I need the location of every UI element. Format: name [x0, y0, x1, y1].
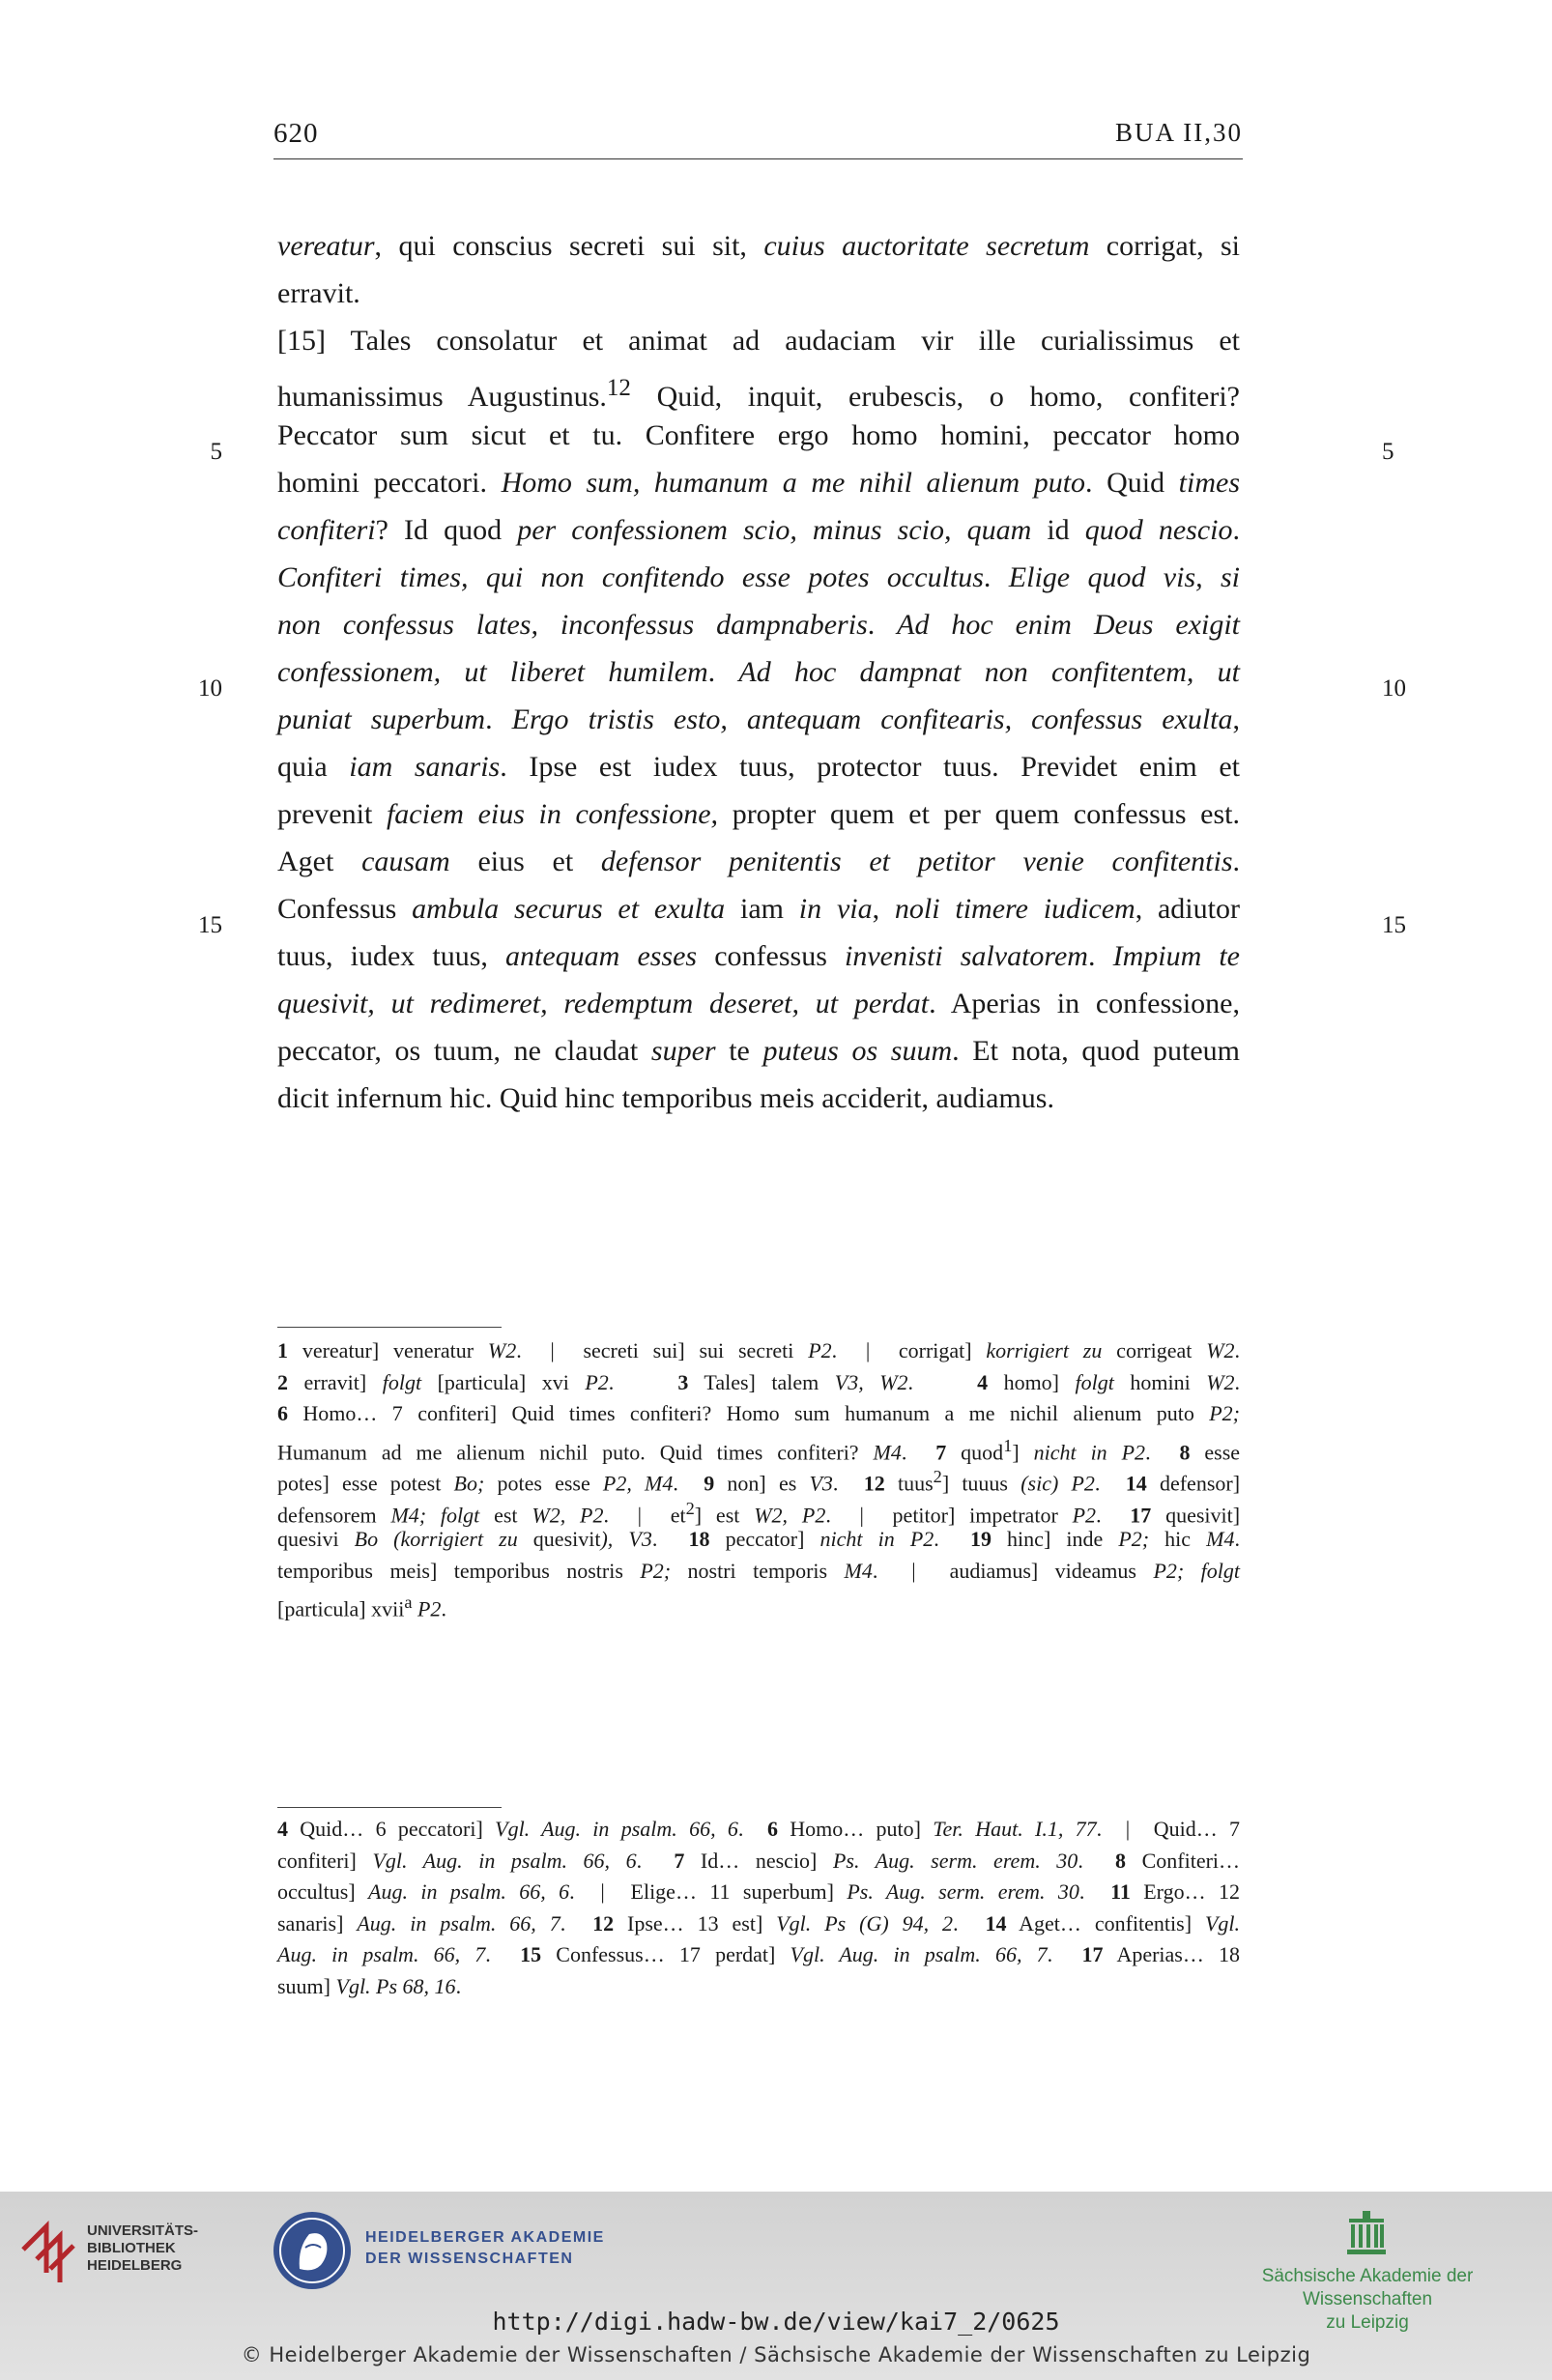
main-text-line: tuus, iudex tuus, antequam esses confessus invenisti salvatorem. Impium te — [277, 940, 1240, 972]
main-text-line: peccator, os tuum, ne claudat super te puteus os suum. Et nota, quod puteum — [277, 1035, 1241, 1067]
footer-url-link[interactable]: http://digi.hadw-bw.de/view/kai7_2/0625 — [492, 2308, 1060, 2336]
main-text-line: puniat superbum. Ergo tristis esto, antequam confitearis, confessus exulta, — [277, 703, 1240, 735]
main-text-line: confiteri? Id quod per confessionem scio, minus scio, quam id quod nescio. — [277, 514, 1240, 546]
apparatus-fontium-line: 4 Quid… 6 peccatori] Vgl. Aug. in psalm. 66, 6. 6 Homo… puto] Ter. Haut. I.1, 77. | Quid… 7 — [277, 1817, 1241, 1841]
hadw-label: HEIDELBERGER AKADEMIE DER WISSENSCHAFTEN — [365, 2229, 605, 2267]
apparatus-criticus — [277, 1335, 1240, 1619]
main-text-line: Aget causam eius et defensor penitentis et petitor venie confitentis. — [277, 846, 1240, 877]
running-head: BUA II,30 — [1115, 118, 1243, 147]
apparatus-criticus-line: Humanum ad me alienum nichil puto. Quid times confiteri? M4. 7 quod$^1$] nicht in P2. 8 esse — [277, 1435, 1241, 1464]
header-rule — [273, 158, 1243, 159]
main-text — [277, 222, 1240, 1122]
line-number-5-left: 5 — [210, 439, 222, 465]
apparatus-fontium-line: sanaris] Aug. in psalm. 66, 7. 12 Ipse… 13 est] Vgl. Ps (G) 94, 2. 14 Aget… confitentis] Vgl. — [277, 1910, 1241, 1936]
line-number-5-right: 5 — [1382, 439, 1394, 465]
line-number-10-left: 10 — [198, 675, 222, 702]
apparatus-criticus-line: [particula] xvii$^a$ P2. — [277, 1592, 446, 1621]
apparatus-criticus-line: potes] esse potest Bo; potes esse P2, M4. 9 non] es V3. 12 tuus$^2$] tuuus (sic) P2. 14 defensor] — [277, 1467, 1241, 1496]
main-text-line: prevenit faciem eius in confessione, propter quem et per quem confessus est. — [277, 798, 1241, 830]
main-text-line: quesivit, ut redimeret, redemptum deseret, ut perdat. Aperias in confessione, — [277, 988, 1240, 1019]
line-number-15-right: 15 — [1382, 912, 1406, 938]
main-text-line: non confessus lates, inconfessus dampnaberis. Ad hoc enim Deus exigit — [277, 609, 1241, 641]
footer-copyright: © Heidelberger Akademie der Wissenschaften / Sächsische Akademie der Wissenschaften zu Leipzig — [241, 2343, 1311, 2366]
line-number-10-right: 10 — [1382, 675, 1406, 702]
apparatus-criticus-line: 1 vereatur] veneratur W2. | secreti sui] sui secreti P2. | corrigat] korrigiert zu corrigeat W2. — [277, 1338, 1241, 1362]
apparatus-criticus-line: quesivi Bo (korrigiert zu quesivit), V3. 18 peccator] nicht in P2. 19 hinc] inde P2; hic M4. — [277, 1527, 1240, 1551]
main-text-line: dicit infernum hic. Quid hinc temporibus meis acciderit, audiamus. — [277, 1082, 1054, 1114]
saw-building-icon — [1347, 2211, 1386, 2255]
apparatus-fontium-line: suum] Vgl. Ps 68, 16. — [277, 1973, 462, 1998]
main-text-line: Peccator sum sicut et tu. Confitere ergo homo homini, peccator homo — [277, 419, 1240, 451]
apparatus-criticus-line: defensorem M4; folgt est W2, P2. | $et^2$] est W2, P2. | petitor] impetrator P2. 17 quesivit] — [277, 1498, 1241, 1527]
apparatus-criticus-line: temporibus meis] temporibus nostris P2; nostri temporis M4. | audiamus] videamus P2; folgt — [277, 1558, 1240, 1583]
main-text-line: vereatur, qui conscius secreti sui sit, cuius auctoritate secretum corrigat, si — [277, 230, 1240, 262]
page-number: 620 — [273, 118, 319, 149]
ub-heidelberg-label: UNIVERSITÄTS- BIBLIOTHEK HEIDELBERG — [87, 2222, 199, 2274]
apparatus-fontium-rule — [277, 1807, 502, 1808]
main-text-line: [15] Tales consolatur et animat ad audaciam vir ille curialissimus et — [277, 325, 1240, 357]
main-text-line: quia iam sanaris. Ipse est iudex tuus, protector tuus. Previdet enim et — [277, 751, 1241, 783]
apparatus-criticus-line: 2 erravit] folgt [particula] xvi P2. 3 Tales] talem V3, W2. 4 homo] folgt homini W2. — [277, 1369, 1241, 1394]
main-text-line: erravit. — [277, 277, 360, 309]
main-text-line: homini peccatori. Homo sum, humanum a me nihil alienum puto. Quid times — [277, 467, 1240, 499]
main-text-line: Confessus ambula securus et exulta iam in via, noli timere iudicem, adiutor — [277, 893, 1240, 925]
main-text-line: Confiteri times, qui non confitendo esse potes occultus. Elige quod vis, si — [277, 561, 1240, 593]
hadw-seal-logo — [271, 2209, 354, 2292]
apparatus-fontium-line: occultus] Aug. in psalm. 66, 6. | Elige… 11 superbum] Ps. Aug. serm. erem. 30. 11 Ergo… 12 — [277, 1879, 1240, 1904]
saw-label: Sächsische Akademie der Wissenschaften zu Leipzig — [1261, 2266, 1474, 2333]
apparatus-fontium — [277, 1814, 1240, 2002]
main-text-line: humanissimus Augustinus.$^{12}$ Quid, inquit, erubescis, o homo, confiteri? — [277, 375, 1240, 413]
line-number-15-left: 15 — [198, 912, 222, 938]
apparatus-fontium-line: Aug. in psalm. 66, 7. 15 Confessus… 17 perdat] Vgl. Aug. in psalm. 66, 7. 17 Aperias… 18 — [277, 1942, 1241, 1966]
apparatus-criticus-line: 6 Homo… 7 confiteri] Quid times confiteri? Homo sum humanum a me nichil alienum puto P2; — [277, 1401, 1240, 1425]
apparatus-fontium-line: confiteri] Vgl. Aug. in psalm. 66, 6. 7 Id… nescio] Ps. Aug. serm. erem. 30. 8 Confiteri… — [277, 1848, 1241, 1873]
apparatus-criticus-rule — [277, 1327, 502, 1328]
main-text-line: confessionem, ut liberet humilem. Ad hoc dampnat non confitentem, ut — [277, 656, 1240, 688]
